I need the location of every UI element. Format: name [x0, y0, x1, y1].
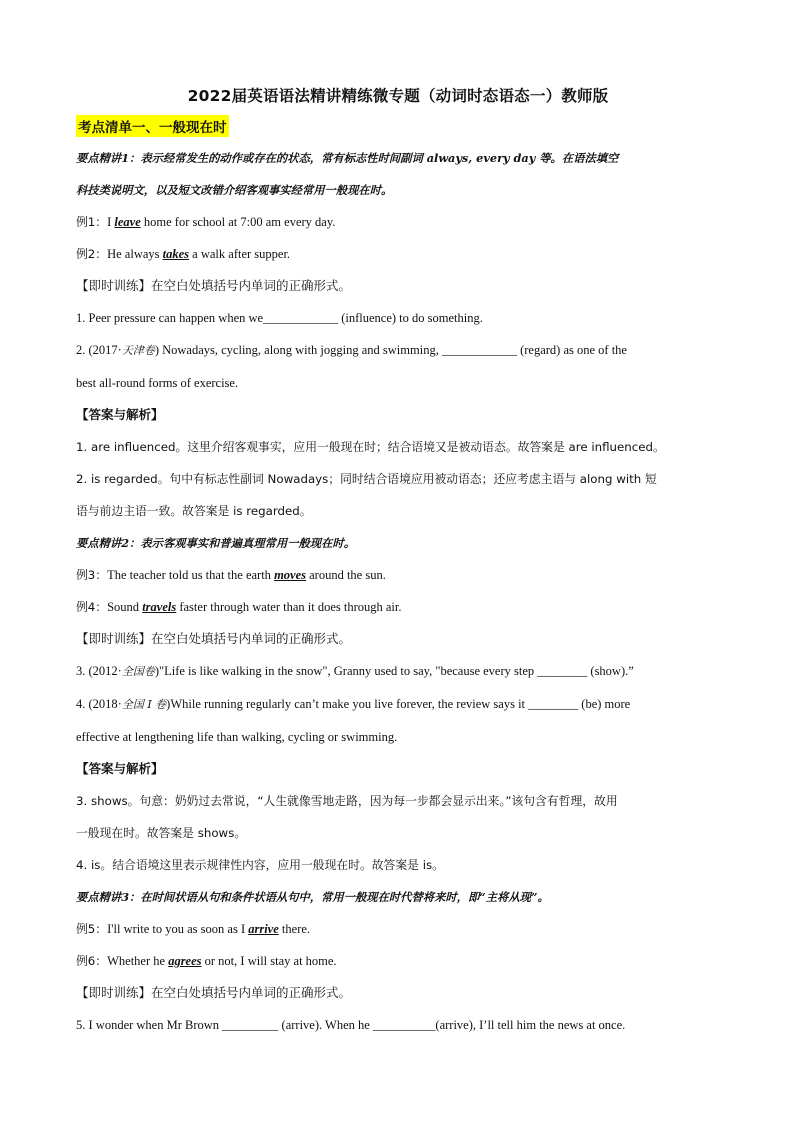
- answer-2-line-1: 2. is regarded。句中有标志性副词 Nowadays；同时结合语境应用被动语态；还应考虑主语与 along with 短: [76, 472, 657, 486]
- question-3: 3. (2012·全国卷)"Life is like walking in the snow", Granny used to say, "because every step ________ (show).”: [76, 664, 634, 678]
- answer-1: 1. are influenced。这里介绍客观事实，应用一般现在时；结合语境又是被动语态。故答案是 are influenced。: [76, 440, 665, 454]
- example-keyword: travels: [142, 600, 177, 614]
- section-heading: 考点清单一、一般现在时: [76, 115, 229, 137]
- example-2: 例2：He always takes a walk after supper.: [76, 247, 291, 261]
- question-1: 1. Peer pressure can happen when we____________ (influence) to do something.: [76, 311, 483, 325]
- drill-instruction: 【即时训练】在空白处填括号内单词的正确形式。: [76, 631, 352, 646]
- answer-2-line-2: 语与前边主语一致。故答案是 is regarded。: [76, 504, 312, 518]
- example-keyword: arrive: [248, 922, 279, 936]
- example-keyword: moves: [274, 568, 306, 582]
- example-keyword: agrees: [168, 954, 202, 968]
- answer-heading: 【答案与解析】: [76, 407, 164, 422]
- example-6: 例6：Whether he agrees or not, I will stay at home.: [76, 954, 337, 968]
- key-point-3: 要点精讲3：在时间状语从句和条件状语从句中，常用一般现在时代替将来时，即“主将从现”。: [76, 890, 549, 904]
- answer-4: 4. is。结合语境这里表示规律性内容，应用一般现在时。故答案是 is。: [76, 858, 444, 872]
- question-5: 5. I wonder when Mr Brown _________ (arrive). When he __________(arrive), I’ll tell him the news at once.: [76, 1018, 626, 1032]
- key-point-1-line-2: 科技类说明文，以及短文改错介绍客观事实经常用一般现在时。: [76, 183, 393, 197]
- answer-heading: 【答案与解析】: [76, 761, 164, 776]
- answer-3-line-2: 一般现在时。故答案是 shows。: [76, 826, 247, 840]
- page-title: 2022届英语语法精讲精练微专题（动词时态语态一）教师版: [187, 87, 609, 105]
- example-keyword: leave: [114, 215, 141, 229]
- document-page: [76, 84, 720, 1041]
- example-4: 例4：Sound travels faster through water than it does through air.: [76, 600, 402, 614]
- example-3: 例3：The teacher told us that the earth moves around the sun.: [76, 568, 386, 582]
- question-2-line-2: best all-round forms of exercise.: [76, 376, 239, 390]
- example-1: 例1：I leave home for school at 7:00 am every day.: [76, 215, 336, 229]
- drill-instruction: 【即时训练】在空白处填括号内单词的正确形式。: [76, 985, 352, 1000]
- key-point-1-line-1: 要点精讲1：表示经常发生的动作或存在的状态，常有标志性时间副词 always, every day 等。在语法填空: [76, 151, 619, 165]
- example-keyword: takes: [162, 247, 190, 261]
- drill-instruction: 【即时训练】在空白处填括号内单词的正确形式。: [76, 278, 352, 293]
- question-2-line-1: 2. (2017·天津卷) Nowadays, cycling, along with jogging and swimming, ____________ (regard) as one of the: [76, 343, 627, 357]
- question-4-line-2: effective at lengthening life than walking, cycling or swimming.: [76, 730, 398, 744]
- key-point-2: 要点精讲2：表示客观事实和普遍真理常用一般现在时。: [76, 536, 355, 550]
- answer-3-line-1: 3. shows。句意：奶奶过去常说，“人生就像雪地走路，因为每一步都会显示出来。”该句含有哲理，故用: [76, 794, 618, 808]
- example-5: 例5：I'll write to you as soon as I arrive there.: [76, 922, 311, 936]
- question-4-line-1: 4. (2018·全国 I 卷)While running regularly can’t make you live forever, the review says it ________ (be) more: [76, 697, 631, 711]
